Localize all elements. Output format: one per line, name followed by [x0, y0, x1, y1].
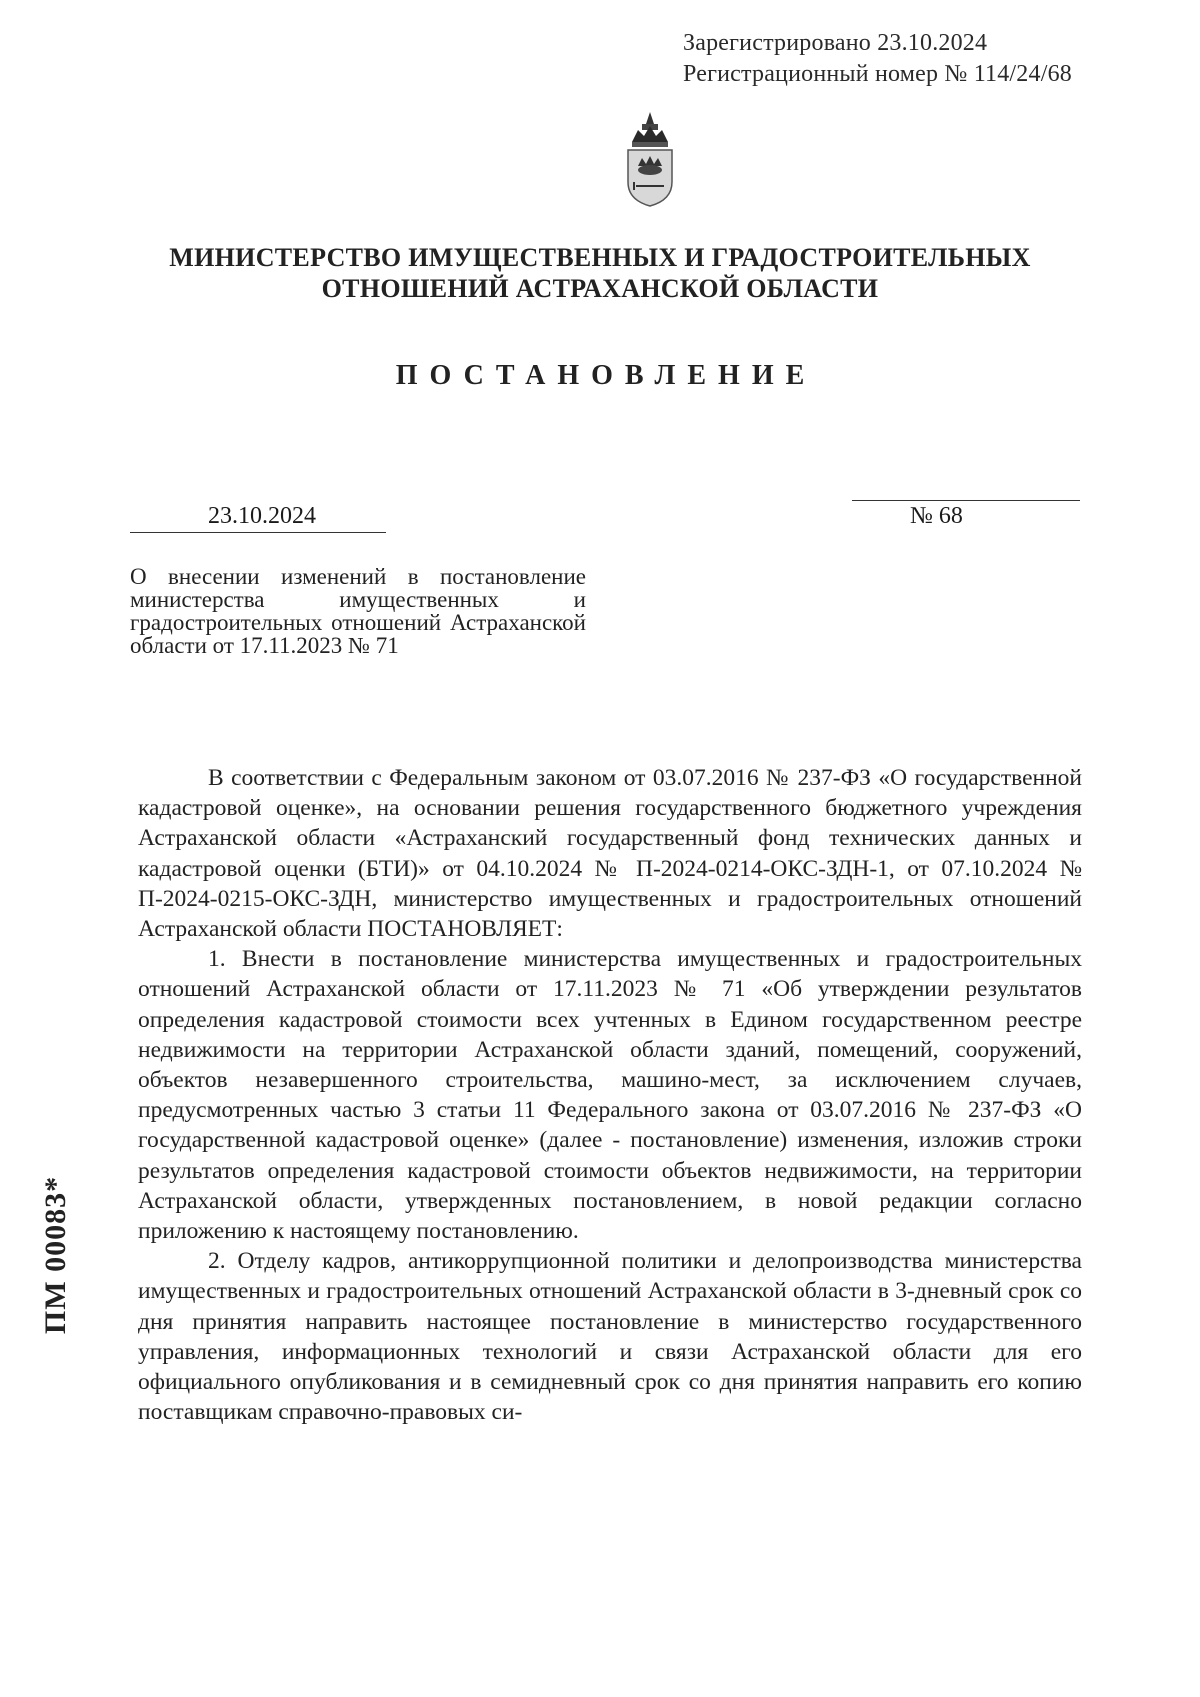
document-number: № 68 — [910, 503, 963, 529]
astrakhan-coat-of-arms-icon — [620, 110, 680, 210]
ministry-name — [0, 242, 1200, 304]
document-subject: О внесении изменений в постановление министерства имущественных и градостроительных отношений Астраханской области от 17.11.2023 № 71 — [130, 564, 586, 658]
body-paragraph-item-2: 2. Отделу кадров, антикоррупционной политики и делопроизводства министерства имущественных и градостроительных отношений Астраханской области в 3-дневный срок со дня принятия направить настоящее постановление в министерство государственного управления, информационных технологий и связи Астраханской области для его официального опубликования и в семидневный срок со дня принятия направить его копию поставщикам справочно-правовых си- — [138, 1248, 1082, 1426]
document-type-title: ПОСТАНОВЛЕНИЕ — [395, 360, 817, 391]
side-stamp-text: ПМ 00083* — [39, 1175, 72, 1335]
body-paragraph-item-1: 1. Внести в постановление министерства имущественных и градостроительных отношений Астраханской области от 17.11.2023 № 71 «Об утверждении результатов определения кадастровой стоимости всех учтенных в Едином государственном реестре недвижимости на территории Астраханской области зданий, помещений, сооружений, объектов незавершенного строительства, машино-мест, за исключением случаев, предусмотренных частью 3 статьи 11 Федерального закона от 03.07.2016 № 237-ФЗ «О государственной кадастровой оценке» (далее - постановление) изменения, изложив строки результатов определения кадастровой стоимости объектов недвижимости, на территории Астраханской области, утвержденных постановлением, в новой редакции согласно приложению к настоящему постановлению. — [138, 946, 1082, 1245]
document-number-field — [852, 500, 1080, 529]
ministry-name-line1: МИНИСТЕРСТВО ИМУЩЕСТВЕННЫХ И ГРАДОСТРОИТЕЛЬНЫХ — [169, 243, 1031, 272]
body-paragraph-preamble: В соответствии с Федеральным законом от 03.07.2016 № 237-ФЗ «О государственной кадастровой оценке», на основании решения государственного бюджетного учреждения Астраханской области «Астраханский государственный фонд технических данных и кадастровой оценки (БТИ)» от 04.10.2024 № П-2024-0214-ОКС-ЗДН-1, от 07.10.2024 № П-2024-0215-ОКС-ЗДН, министерство имущественных и градостроительных отношений Астраханской области ПОСТАНОВЛЯЕТ: — [138, 765, 1082, 943]
document-body — [138, 763, 1082, 1427]
registration-number: Регистрационный номер № 114/24/68 — [683, 61, 1072, 87]
document-date: 23.10.2024 — [130, 500, 386, 533]
side-registration-stamp — [36, 1140, 76, 1370]
ministry-name-line2: ОТНОШЕНИЙ АСТРАХАНСКОЙ ОБЛАСТИ — [321, 274, 879, 303]
registration-date: Зарегистрировано 23.10.2024 — [683, 30, 988, 56]
registration-block — [683, 28, 1072, 90]
